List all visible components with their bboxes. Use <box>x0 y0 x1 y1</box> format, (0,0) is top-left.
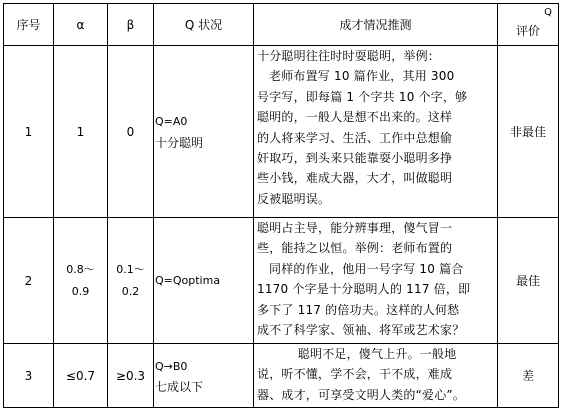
row-1-evaluation: 非最佳 <box>498 46 559 218</box>
table-row <box>4 46 559 218</box>
row-3-q-status <box>154 344 254 408</box>
table-row <box>4 344 559 408</box>
row-1-alpha: 1 <box>54 46 108 218</box>
row-2-text-line: 多下了 117 的倍功夫。这样的人何愁 <box>257 302 460 317</box>
row-2-text-line: 同样的作业，他用一号字写 10 篇合 <box>269 261 464 276</box>
header-row <box>4 4 559 46</box>
row-1-text-line: 的人将来学习、生活、工作中总想偷 <box>257 130 453 145</box>
prediction-table <box>3 3 559 408</box>
row-3-text-line: 聪明不足，傻气上升。一般地 <box>297 347 457 361</box>
header-evaluation: 评价 <box>515 24 540 38</box>
header-prediction: 成才情况推测 <box>254 4 498 46</box>
row-1-index: 1 <box>4 46 54 218</box>
row-2-beta <box>108 218 154 344</box>
row-2-text-line: 聪明占主导，能分辨事理，傻气冒一 <box>257 221 453 235</box>
row-2-text-line: 1170 个字是十分聪明人的 117 倍，即 <box>257 282 471 297</box>
row-1-text-line: 号字写，即每篇 1 个字共 10 个字，够 <box>257 89 468 104</box>
row-1-q-formula: Q=A0 <box>155 114 188 128</box>
row-1-text-line: 十分聪明往往时时耍聪明，举例： <box>257 49 441 63</box>
row-3-index: 3 <box>4 344 54 408</box>
row-2-index: 2 <box>4 218 54 344</box>
row-1-text-line: 老师布置写 10 篇作业，其用 300 <box>269 69 455 84</box>
row-1-text-line: 些小钱，难成大器，大才，叫做聪明 <box>257 171 453 186</box>
header-q-mark: Q <box>544 7 552 18</box>
row-2-prediction <box>254 218 498 344</box>
row-2-alpha-range-end: 0.9 <box>71 284 90 298</box>
row-1-text-line: 反被聪明误。 <box>257 191 331 206</box>
row-2-beta-range-end: 0.2 <box>121 284 140 298</box>
row-2-beta-range: 0.1～ <box>116 262 145 276</box>
row-2-q-formula: Q=Qoptima <box>155 273 221 287</box>
row-1-text-line: 奸取巧，到头来只能靠耍小聪明多挣 <box>257 151 453 166</box>
table-row <box>4 218 559 344</box>
header-beta: β <box>108 4 154 46</box>
row-1-text-line: 聪明的，一般人是想不出来的。这样 <box>257 110 453 125</box>
row-2-alpha <box>54 218 108 344</box>
row-2-text-line: 些，能持之以恒。举例：老师布置的 <box>257 241 453 256</box>
header-q-status: Q 状况 <box>154 4 254 46</box>
row-3-beta: ≥0.3 <box>108 344 154 408</box>
row-2-alpha-range: 0.8～ <box>66 262 95 276</box>
row-3-prediction <box>254 344 498 408</box>
row-1-q-desc: 十分聪明 <box>155 135 204 150</box>
row-1-q-status <box>154 46 254 218</box>
header-index: 序号 <box>4 4 54 46</box>
row-3-alpha: ≤0.7 <box>54 344 108 408</box>
row-3-text-line: 说，听不懂，学不会，干不成，难成 <box>257 367 453 382</box>
row-3-q-desc: 七成以下 <box>155 379 204 394</box>
header-evaluation-cell <box>498 4 559 46</box>
row-3-evaluation: 差 <box>498 344 559 408</box>
row-2-evaluation: 最佳 <box>498 218 559 344</box>
row-1-prediction <box>254 46 498 218</box>
row-3-text-line: 器、成才，可享受文明人类的“爱心”。 <box>257 387 466 402</box>
row-2-text-line: 成不了科学家、领袖、将军或艺术家？ <box>257 323 465 338</box>
header-alpha: α <box>54 4 108 46</box>
row-2-q-status <box>154 218 254 344</box>
row-1-beta: 0 <box>108 46 154 218</box>
row-3-q-formula: Q→B0 <box>155 359 188 373</box>
